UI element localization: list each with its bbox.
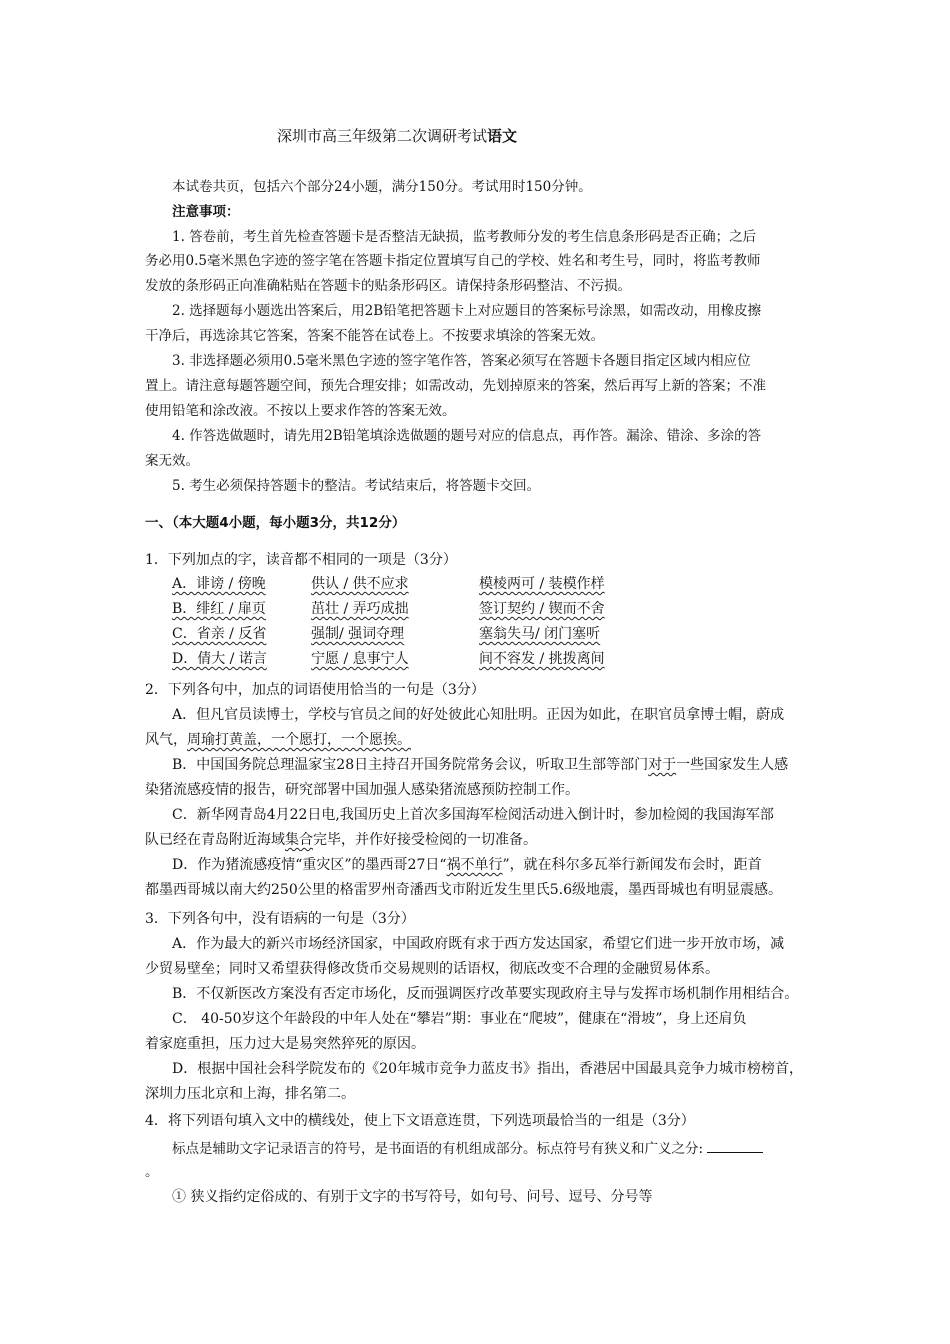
- question-1-stem: 1．下列加点的字，读音都不相同的一项是（3分）: [145, 552, 457, 568]
- q1-option-a-col2: 供认 / 供不应求: [311, 576, 409, 592]
- q2-b-suffix: 一些国家发生人感: [676, 757, 789, 773]
- q2-option-c-cont: [145, 831, 537, 849]
- notice-line: 发放的条形码正向准确粘贴在答题卡的贴条形码区。请保持条形码整洁、不污损。: [145, 278, 631, 294]
- q3-option-a-cont: 少贸易壁垒；同时又希望获得修改货币交易规则的话语权，彻底改变不合理的金融贸易体系。: [145, 961, 719, 977]
- q3-option-d: D．根据中国社会科学院发布的《20年城市竞争力蓝皮书》指出，香港居中国最具竞争力城市榜榜首，: [172, 1061, 804, 1077]
- notice-line: 5. 考生必须保持答题卡的整洁。考试结束后，将答题卡交回。: [172, 478, 541, 494]
- q2-a-prefix: 风气，: [145, 732, 187, 748]
- q1-option-d-col1: D．倩大 / 诺言: [172, 651, 267, 667]
- page-title: [277, 127, 517, 145]
- notice-line: 干净后，再选涂其它答案，答案不能答在试卷上。不按要求填涂的答案无效。: [145, 328, 604, 344]
- notice-line: 务必用0.5毫米黑色字迹的签字笔在答题卡指定位置填写自己的学校、姓名和考生号，同时，将监考教师: [145, 253, 761, 269]
- answer-blank: [707, 1140, 763, 1153]
- section-heading: 一、（本大题4小题，每小题3分，共12分）: [145, 515, 406, 531]
- q1-option-c-col1: C．省亲 / 反省: [172, 626, 267, 642]
- q1-option-d-col2: 宁愿 / 息事宁人: [311, 651, 409, 667]
- title-subject: 语文: [487, 127, 518, 145]
- q2-option-d: [172, 856, 762, 874]
- q2-option-d-cont: 都墨西哥城以南大约250公里的格雷罗州奇潘西戈市附近发生里氏5.6级地震，墨西哥城也有明显震感。: [145, 882, 782, 898]
- intro-line: 本试卷共页，包括六个部分24小题，满分150分。考试用时150分钟。: [172, 179, 592, 195]
- q1-option-a-col3: 模棱两可 / 装模作样: [479, 576, 605, 592]
- notice-line: 使用铅笔和涂改液。不按以上要求作答的答案无效。: [145, 403, 456, 419]
- q2-c-marked-phrase: 集合: [285, 832, 313, 848]
- q1-option-b-col2: 茁壮 / 弄巧成拙: [311, 601, 409, 617]
- q2-a-marked-phrase: 周瑜打黄盖，一个愿打，一个愿挨。: [187, 732, 411, 748]
- notice-line: 3. 非选择题必须用0.5毫米黑色字迹的签字笔作答，答案必须写在答题卡各题目指定区域内相应位: [172, 353, 751, 369]
- q1-option-d-col3: 间不容发 / 挑拨离间: [479, 651, 605, 667]
- q2-option-b-cont: 染猪流感疫情的报告，研究部署中国加强人感染猪流感预防控制工作。: [145, 782, 579, 798]
- q2-option-c: C．新华网青岛4月22日电,我国历史上首次多国海军检阅活动进入倒计时，参加检阅的我国海军部: [172, 807, 774, 823]
- q1-option-c-col2: 强制/ 强词夺理: [311, 626, 405, 642]
- notice-line: 置上。请注意每题答题空间，预先合理安排；如需改动，先划掉原来的答案，然后再写上新的答案；不准: [145, 378, 766, 394]
- notice-line: 2. 选择题每小题选出答案后，用2B铅笔把答题卡上对应题目的答案标号涂黑，如需改动，用橡皮擦: [172, 303, 762, 319]
- q1-option-b-col1: B．绯红 / 扉页: [172, 601, 266, 617]
- q2-d-prefix: D．作为猪流感疫情“重灾区”的墨西哥27日“: [172, 857, 447, 873]
- notice-line: 4. 作答选做题时，请先用2B铅笔填涂选做题的题号对应的信息点，再作答。漏涂、错涂、多涂的答: [172, 428, 762, 444]
- q1-option-b-col3: 签订契约 / 锲而不舍: [479, 601, 605, 617]
- q1-option-c-col3: 塞翁失马/ 闭门塞听: [479, 626, 601, 642]
- question-2-stem: 2．下列各句中，加点的词语使用恰当的一句是（3分）: [145, 682, 485, 698]
- question-4-stem: 4．将下列语句填入文中的横线处，使上下文语意连贯，下列选项最恰当的一组是（3分）: [145, 1113, 695, 1129]
- q2-c-suffix: 完毕，并作好接受检阅的一切准备。: [313, 832, 537, 848]
- q4-item-1: ① 狭义指约定俗成的、有别于文字的书写符号，如句号、问号、逗号、分号等: [172, 1189, 653, 1205]
- q4-passage: [172, 1140, 763, 1158]
- q2-d-marked-phrase: 祸不单行: [446, 857, 503, 873]
- notice-title: 注意事项：: [172, 204, 240, 220]
- q2-option-a: A．但凡官员读博士，学校与官员之间的好处彼此心知肚明。正因为如此，在职官员拿博士帽，蔚成: [172, 707, 785, 723]
- q3-option-a: A．作为最大的新兴市场经济国家，中国政府既有求于西方发达国家，希望它们进一步开放市场，减: [172, 936, 785, 952]
- notice-line: 1. 答卷前，考生首先检查答题卡是否整洁无缺损，监考教师分发的考生信息条形码是否正确；之后: [172, 229, 757, 245]
- q2-c-prefix: 队已经在青岛附近海域: [145, 832, 285, 848]
- q1-option-a-col1: A．诽谤 / 傍晚: [172, 576, 266, 592]
- q3-option-c: C． 40-50岁这个年龄段的中年人处在“攀岩”期：事业在“爬坡”，健康在“滑坡”，身上还肩负: [172, 1011, 747, 1027]
- title-text: 深圳市高三年级第二次调研考试: [277, 127, 488, 145]
- q2-d-suffix: ”，就在科尔多瓦举行新闻发布会时，距首: [502, 857, 762, 873]
- q2-b-prefix: B．中国国务院总理温家宝28日主持召开国务院常务会议，听取卫生部等部门: [172, 757, 649, 773]
- q2-option-a-cont: [145, 731, 411, 749]
- q2-option-b: [172, 756, 788, 774]
- q3-option-c-cont: 着家庭重担，压力过大是易突然猝死的原因。: [145, 1036, 425, 1052]
- q3-option-d-cont: 深圳力压北京和上海，排名第二。: [145, 1086, 355, 1102]
- question-3-stem: 3．下列各句中，没有语病的一句是（3分）: [145, 911, 415, 927]
- notice-line: 案无效。: [145, 453, 199, 469]
- q4-passage-text: 标点是辅助文字记录语言的符号，是书面语的有机组成部分。标点符号有狭义和广义之分:: [172, 1141, 704, 1157]
- q3-option-b: B．不仅新医改方案没有否定市场化，反而强调医疗改革要实现政府主导与发挥市场机制作用相结合。: [172, 986, 799, 1002]
- q2-b-marked-phrase: 对于: [648, 757, 677, 773]
- q4-passage-end: 。: [145, 1164, 159, 1180]
